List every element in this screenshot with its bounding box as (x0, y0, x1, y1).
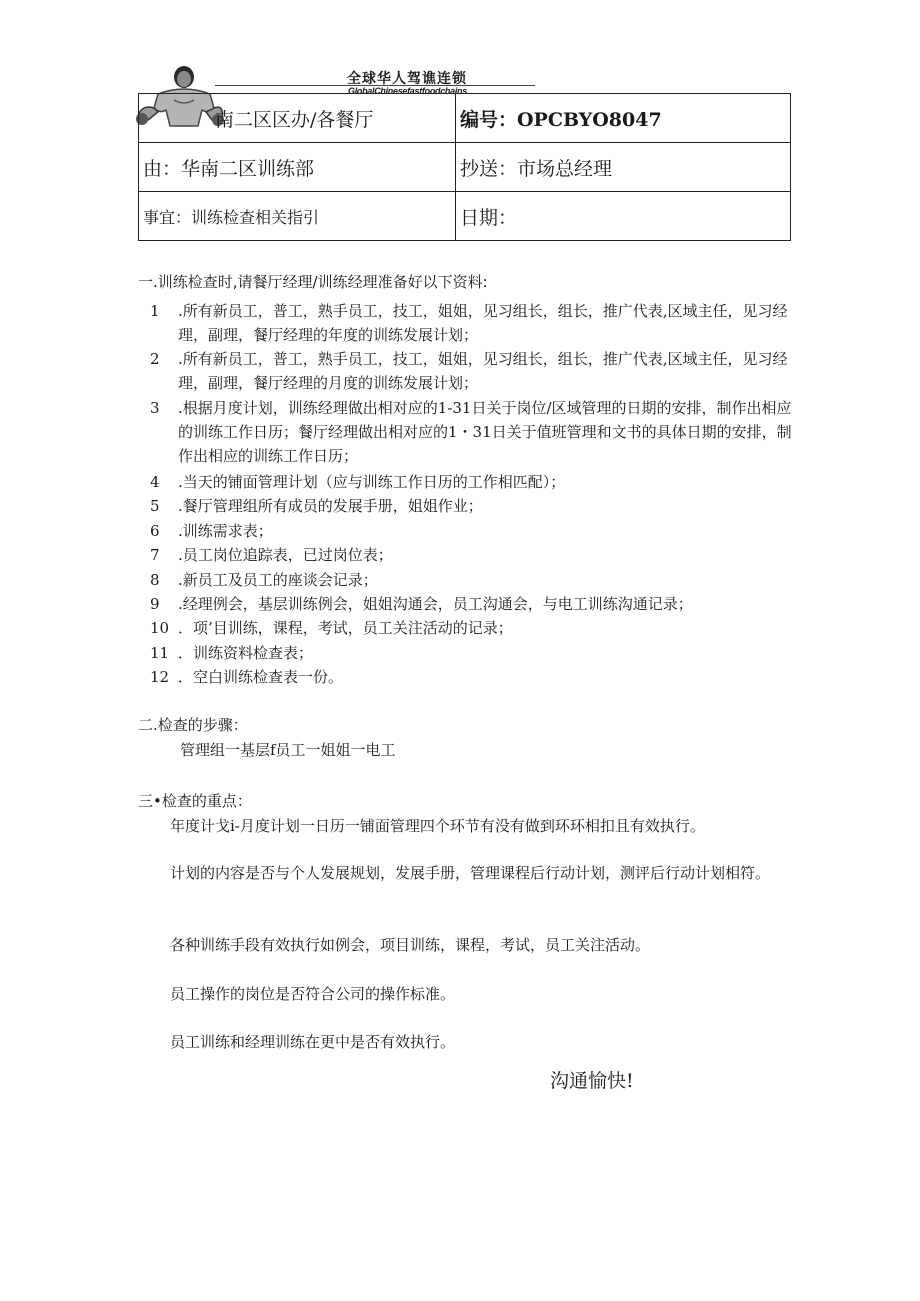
list-item: 6 .训练需求表； (150, 522, 273, 540)
list-item: 5 .餐厅管理组所有成员的发展手册，姐姐作业； (150, 497, 483, 515)
brand-chinese: 全球华人驾谯连锁 (347, 71, 467, 87)
section3-paragraph: 各种训练手段有效执行如例会，项目训练，课程，考试，员工关注活动。 (170, 936, 651, 954)
memo-subject: 事宜：训练检查相关指引 (139, 192, 456, 241)
list-item: 12 ．空白训练检查表一份。 (150, 668, 344, 686)
memo-date: 日期： (456, 192, 791, 241)
list-item: 8 .新员工及员工的座谈会记录； (150, 571, 378, 589)
list-item: 9 .经理例会，基层训练例会，姐姐沟通会，员工沟通会，与电工训练沟通记录； (150, 595, 693, 613)
section3-paragraph: 员工操作的岗位是否符合公司的操作标准。 (170, 985, 456, 1003)
section3-paragraph: 员工训练和经理训练在更中是否有效执行。 (170, 1033, 456, 1051)
section1-title: 一.训练检查时,请餐厅经理/训练经理准备好以下资料: (138, 273, 488, 291)
header-divider (215, 85, 535, 86)
memo-cc: 抄送：市场总经理 (456, 143, 791, 192)
section2-title: 二.检查的步骤： (138, 716, 248, 734)
memo-header-table (138, 93, 791, 241)
list-item: 4 .当天的铺面管理计划（应与训练工作日历的工作相匹配）； (150, 473, 566, 491)
section3-title: 三•检查的重点： (138, 792, 252, 810)
closing-text: 沟通愉快! (550, 1070, 634, 1092)
memo-code: 编号：OPCBYO8047 (456, 94, 791, 143)
section2-text: 管理组一基层f员工一姐姐一电工 (180, 741, 396, 759)
list-item: 7 .员工岗位追踪表，已过岗位表； (150, 546, 393, 564)
list-item: 3 .根据月度计划，训练经理做出相对应的1-31日关于岗位/区域管理的日期的安排，制作出相应的训练工作日历；餐厅经理做出相对应的1・31日关于值班管理和文书的具体日期的安排，制作出相应的训练工作日历； (150, 399, 792, 465)
list-item: 10 ．项’目训练，课程，考试，员工关注活动的记录； (150, 619, 513, 637)
list-item: 11 ．训练资料检查表； (150, 644, 314, 662)
list-item: 2 .所有新员工，普工，熟手员工，技工，姐姐，见习组长，组长，推广代表,区域主任，见习经理，副理，餐厅经理的月度的训练发展计划； (150, 350, 788, 392)
section3-paragraph: 年度计戈i-月度计划一日历一铺面管理四个环节有没有做到环环相扣且有效执行。 (170, 817, 705, 835)
section3-paragraph: 计划的内容是否与个人发展规划，发展手册，管理课程后行动计划，测评后行动计划相符。 (170, 864, 771, 882)
memo-sender: 由：华南二区训练部 (139, 143, 456, 192)
list-item: 1 .所有新员工，普工，熟手员工，技工，姐姐，见习组长，组长，推广代表,区域主任，见习经理，副理，餐厅经理的年度的训练发展计划； (150, 302, 788, 344)
memo-recipient: 南二区区办/各餐厅 (139, 94, 456, 143)
brand-english: GlobalChinesefastfoodchains (348, 86, 467, 96)
